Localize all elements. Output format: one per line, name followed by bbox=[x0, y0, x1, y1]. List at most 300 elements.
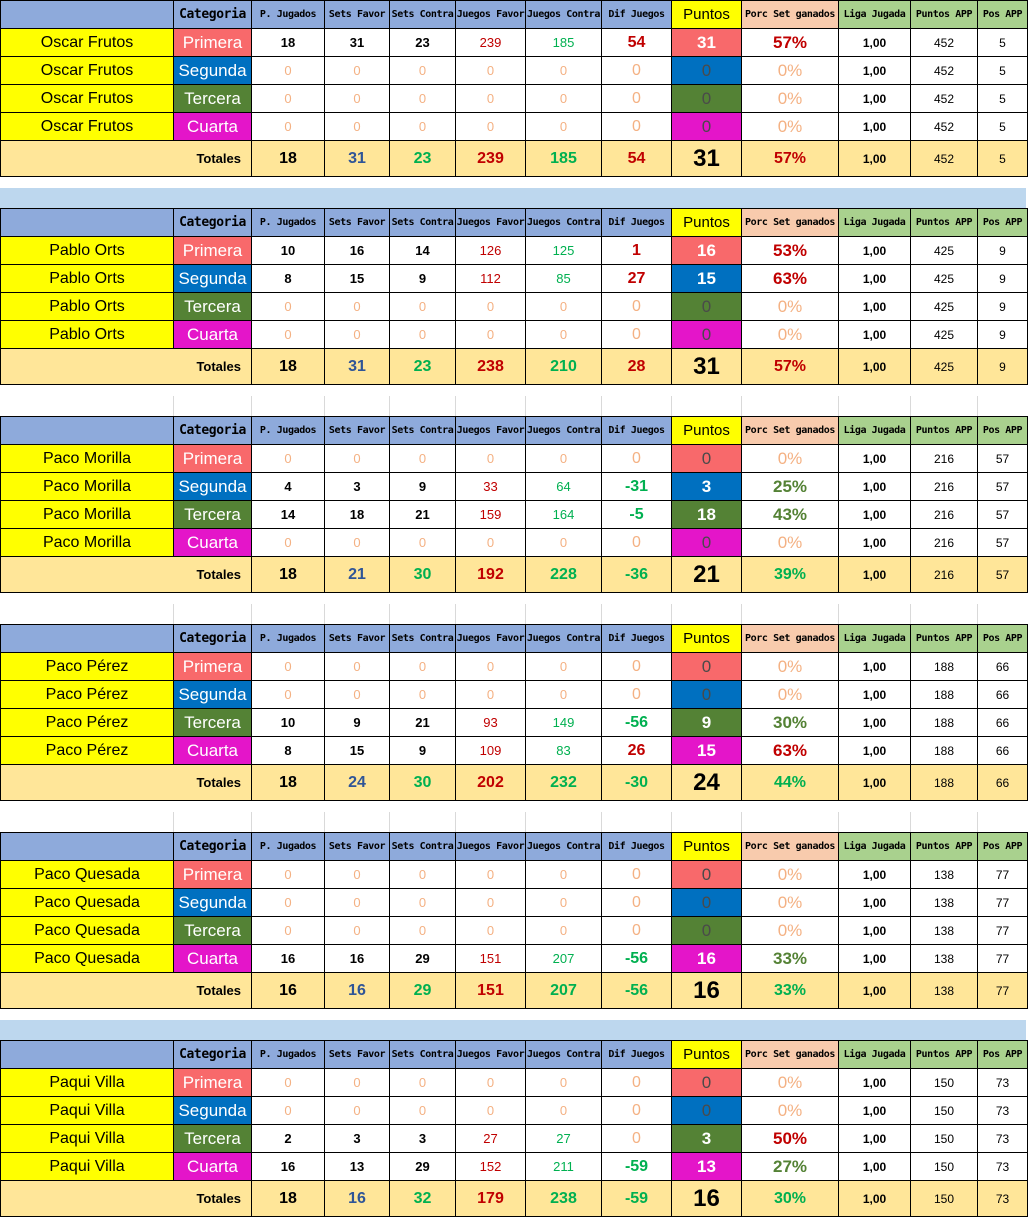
sets-contra-cell[interactable]: 0 bbox=[390, 85, 456, 113]
total-sets-favor[interactable]: 16 bbox=[325, 973, 390, 1009]
header-categoria[interactable]: Categoria bbox=[174, 209, 252, 237]
dif-juegos-cell[interactable]: 0 bbox=[602, 917, 672, 945]
player-name-cell[interactable]: Pablo Orts bbox=[1, 265, 174, 293]
total-p-jugados[interactable]: 18 bbox=[252, 349, 325, 385]
category-cell[interactable]: Segunda bbox=[174, 681, 252, 709]
header-p-jugados[interactable]: P. Jugados bbox=[252, 625, 325, 653]
pos-app-cell[interactable]: 66 bbox=[978, 709, 1028, 737]
juegos-contra-cell[interactable]: 0 bbox=[526, 861, 602, 889]
player-name-cell[interactable]: Paco Quesada bbox=[1, 945, 174, 973]
porc-set-ganados-cell[interactable]: 50% bbox=[742, 1125, 839, 1153]
porc-set-ganados-cell[interactable]: 0% bbox=[742, 653, 839, 681]
sets-contra-cell[interactable]: 0 bbox=[390, 529, 456, 557]
category-cell[interactable]: Tercera bbox=[174, 917, 252, 945]
total-sets-contra[interactable]: 30 bbox=[390, 765, 456, 801]
dif-juegos-cell[interactable]: 54 bbox=[602, 29, 672, 57]
liga-jugada-cell[interactable]: 1,00 bbox=[839, 945, 911, 973]
puntos-app-cell[interactable]: 425 bbox=[911, 321, 978, 349]
juegos-contra-cell[interactable]: 125 bbox=[526, 237, 602, 265]
juegos-contra-cell[interactable]: 0 bbox=[526, 529, 602, 557]
total-pos-app[interactable]: 9 bbox=[978, 349, 1028, 385]
dif-juegos-cell[interactable]: 0 bbox=[602, 529, 672, 557]
puntos-app-cell[interactable]: 452 bbox=[911, 57, 978, 85]
total-puntos[interactable]: 16 bbox=[672, 973, 742, 1009]
dif-juegos-cell[interactable]: 0 bbox=[602, 861, 672, 889]
category-cell[interactable]: Segunda bbox=[174, 1097, 252, 1125]
pos-app-cell[interactable]: 57 bbox=[978, 529, 1028, 557]
total-puntos-app[interactable]: 452 bbox=[911, 141, 978, 177]
sets-favor-cell[interactable]: 15 bbox=[325, 265, 390, 293]
header-blank-cell[interactable] bbox=[1, 833, 174, 861]
juegos-contra-cell[interactable]: 0 bbox=[526, 889, 602, 917]
sets-favor-cell[interactable]: 31 bbox=[325, 29, 390, 57]
total-pos-app[interactable]: 73 bbox=[978, 1181, 1028, 1217]
puntos-app-cell[interactable]: 150 bbox=[911, 1069, 978, 1097]
p-jugados-cell[interactable]: 0 bbox=[252, 861, 325, 889]
sets-contra-cell[interactable]: 0 bbox=[390, 917, 456, 945]
header-juegos-contra[interactable]: Juegos Contra bbox=[526, 1041, 602, 1069]
liga-jugada-cell[interactable]: 1,00 bbox=[839, 445, 911, 473]
category-cell[interactable]: Cuarta bbox=[174, 737, 252, 765]
p-jugados-cell[interactable]: 0 bbox=[252, 113, 325, 141]
player-name-cell[interactable]: Paco Pérez bbox=[1, 709, 174, 737]
pos-app-cell[interactable]: 77 bbox=[978, 889, 1028, 917]
total-liga-jugada[interactable]: 1,00 bbox=[839, 349, 911, 385]
porc-set-ganados-cell[interactable]: 63% bbox=[742, 737, 839, 765]
juegos-favor-cell[interactable]: 27 bbox=[456, 1125, 526, 1153]
puntos-app-cell[interactable]: 138 bbox=[911, 861, 978, 889]
juegos-contra-cell[interactable]: 149 bbox=[526, 709, 602, 737]
sets-favor-cell[interactable]: 0 bbox=[325, 293, 390, 321]
juegos-contra-cell[interactable]: 207 bbox=[526, 945, 602, 973]
header-pos-app[interactable]: Pos APP bbox=[978, 1041, 1028, 1069]
porc-set-ganados-cell[interactable]: 0% bbox=[742, 861, 839, 889]
liga-jugada-cell[interactable]: 1,00 bbox=[839, 237, 911, 265]
pos-app-cell[interactable]: 57 bbox=[978, 501, 1028, 529]
juegos-favor-cell[interactable]: 126 bbox=[456, 237, 526, 265]
total-puntos[interactable]: 31 bbox=[672, 349, 742, 385]
sets-favor-cell[interactable]: 13 bbox=[325, 1153, 390, 1181]
puntos-cell[interactable]: 0 bbox=[672, 889, 742, 917]
porc-set-ganados-cell[interactable]: 27% bbox=[742, 1153, 839, 1181]
pos-app-cell[interactable]: 73 bbox=[978, 1153, 1028, 1181]
total-p-jugados[interactable]: 18 bbox=[252, 141, 325, 177]
total-liga-jugada[interactable]: 1,00 bbox=[839, 557, 911, 593]
header-liga-jugada[interactable]: Liga Jugada bbox=[839, 625, 911, 653]
p-jugados-cell[interactable]: 0 bbox=[252, 1069, 325, 1097]
category-cell[interactable]: Primera bbox=[174, 29, 252, 57]
total-sets-favor[interactable]: 31 bbox=[325, 349, 390, 385]
header-sets-favor[interactable]: Sets Favor bbox=[325, 625, 390, 653]
liga-jugada-cell[interactable]: 1,00 bbox=[839, 917, 911, 945]
total-liga-jugada[interactable]: 1,00 bbox=[839, 765, 911, 801]
juegos-favor-cell[interactable]: 0 bbox=[456, 1069, 526, 1097]
p-jugados-cell[interactable]: 0 bbox=[252, 445, 325, 473]
liga-jugada-cell[interactable]: 1,00 bbox=[839, 501, 911, 529]
porc-set-ganados-cell[interactable]: 0% bbox=[742, 321, 839, 349]
juegos-contra-cell[interactable]: 0 bbox=[526, 445, 602, 473]
sets-contra-cell[interactable]: 0 bbox=[390, 681, 456, 709]
total-pos-app[interactable]: 77 bbox=[978, 973, 1028, 1009]
total-sets-favor[interactable]: 24 bbox=[325, 765, 390, 801]
juegos-contra-cell[interactable]: 211 bbox=[526, 1153, 602, 1181]
puntos-app-cell[interactable]: 216 bbox=[911, 501, 978, 529]
sets-contra-cell[interactable]: 3 bbox=[390, 1125, 456, 1153]
pos-app-cell[interactable]: 57 bbox=[978, 445, 1028, 473]
dif-juegos-cell[interactable]: 26 bbox=[602, 737, 672, 765]
puntos-cell[interactable]: 16 bbox=[672, 237, 742, 265]
total-p-jugados[interactable]: 16 bbox=[252, 973, 325, 1009]
category-cell[interactable]: Primera bbox=[174, 653, 252, 681]
liga-jugada-cell[interactable]: 1,00 bbox=[839, 265, 911, 293]
juegos-favor-cell[interactable]: 0 bbox=[456, 1097, 526, 1125]
player-name-cell[interactable]: Paco Morilla bbox=[1, 529, 174, 557]
header-blank-cell[interactable] bbox=[1, 417, 174, 445]
puntos-app-cell[interactable]: 138 bbox=[911, 917, 978, 945]
header-dif-juegos[interactable]: Dif Juegos bbox=[602, 417, 672, 445]
liga-jugada-cell[interactable]: 1,00 bbox=[839, 737, 911, 765]
juegos-favor-cell[interactable]: 109 bbox=[456, 737, 526, 765]
puntos-cell[interactable]: 15 bbox=[672, 265, 742, 293]
total-pos-app[interactable]: 5 bbox=[978, 141, 1028, 177]
porc-set-ganados-cell[interactable]: 43% bbox=[742, 501, 839, 529]
puntos-app-cell[interactable]: 452 bbox=[911, 113, 978, 141]
total-sets-contra[interactable]: 23 bbox=[390, 141, 456, 177]
pos-app-cell[interactable]: 57 bbox=[978, 473, 1028, 501]
sets-favor-cell[interactable]: 0 bbox=[325, 1097, 390, 1125]
header-juegos-favor[interactable]: Juegos Favor bbox=[456, 417, 526, 445]
sets-contra-cell[interactable]: 0 bbox=[390, 321, 456, 349]
total-liga-jugada[interactable]: 1,00 bbox=[839, 1181, 911, 1217]
juegos-favor-cell[interactable]: 159 bbox=[456, 501, 526, 529]
sets-contra-cell[interactable]: 23 bbox=[390, 29, 456, 57]
p-jugados-cell[interactable]: 0 bbox=[252, 653, 325, 681]
header-juegos-favor[interactable]: Juegos Favor bbox=[456, 1041, 526, 1069]
total-sets-favor[interactable]: 16 bbox=[325, 1181, 390, 1217]
pos-app-cell[interactable]: 5 bbox=[978, 57, 1028, 85]
category-cell[interactable]: Segunda bbox=[174, 889, 252, 917]
total-juegos-contra[interactable]: 238 bbox=[526, 1181, 602, 1217]
puntos-app-cell[interactable]: 188 bbox=[911, 709, 978, 737]
sets-favor-cell[interactable]: 16 bbox=[325, 945, 390, 973]
pos-app-cell[interactable]: 66 bbox=[978, 681, 1028, 709]
player-name-cell[interactable]: Oscar Frutos bbox=[1, 29, 174, 57]
sets-favor-cell[interactable]: 0 bbox=[325, 917, 390, 945]
pos-app-cell[interactable]: 9 bbox=[978, 265, 1028, 293]
juegos-contra-cell[interactable]: 0 bbox=[526, 57, 602, 85]
juegos-favor-cell[interactable]: 112 bbox=[456, 265, 526, 293]
puntos-cell[interactable]: 13 bbox=[672, 1153, 742, 1181]
porc-set-ganados-cell[interactable]: 0% bbox=[742, 889, 839, 917]
header-sets-contra[interactable]: Sets Contra bbox=[390, 209, 456, 237]
player-name-cell[interactable]: Paco Quesada bbox=[1, 861, 174, 889]
dif-juegos-cell[interactable]: 0 bbox=[602, 681, 672, 709]
liga-jugada-cell[interactable]: 1,00 bbox=[839, 85, 911, 113]
total-liga-jugada[interactable]: 1,00 bbox=[839, 973, 911, 1009]
header-dif-juegos[interactable]: Dif Juegos bbox=[602, 209, 672, 237]
total-dif-juegos[interactable]: -56 bbox=[602, 973, 672, 1009]
total-puntos-app[interactable]: 188 bbox=[911, 765, 978, 801]
header-porc-set-ganados[interactable]: Porc Set ganados bbox=[742, 209, 839, 237]
total-porc-set-ganados[interactable]: 33% bbox=[742, 973, 839, 1009]
header-juegos-contra[interactable]: Juegos Contra bbox=[526, 833, 602, 861]
puntos-cell[interactable]: 0 bbox=[672, 445, 742, 473]
total-juegos-contra[interactable]: 210 bbox=[526, 349, 602, 385]
sets-contra-cell[interactable]: 0 bbox=[390, 57, 456, 85]
header-puntos[interactable]: Puntos bbox=[672, 1041, 742, 1069]
dif-juegos-cell[interactable]: 0 bbox=[602, 293, 672, 321]
sets-contra-cell[interactable]: 0 bbox=[390, 293, 456, 321]
puntos-cell[interactable]: 0 bbox=[672, 653, 742, 681]
sets-favor-cell[interactable]: 0 bbox=[325, 861, 390, 889]
header-liga-jugada[interactable]: Liga Jugada bbox=[839, 417, 911, 445]
porc-set-ganados-cell[interactable]: 0% bbox=[742, 681, 839, 709]
sets-favor-cell[interactable]: 16 bbox=[325, 237, 390, 265]
juegos-favor-cell[interactable]: 0 bbox=[456, 653, 526, 681]
total-dif-juegos[interactable]: -59 bbox=[602, 1181, 672, 1217]
category-cell[interactable]: Primera bbox=[174, 445, 252, 473]
header-puntos-app[interactable]: Puntos APP bbox=[911, 417, 978, 445]
puntos-cell[interactable]: 0 bbox=[672, 917, 742, 945]
juegos-favor-cell[interactable]: 239 bbox=[456, 29, 526, 57]
sets-contra-cell[interactable]: 0 bbox=[390, 653, 456, 681]
p-jugados-cell[interactable]: 0 bbox=[252, 57, 325, 85]
header-pos-app[interactable]: Pos APP bbox=[978, 209, 1028, 237]
header-pos-app[interactable]: Pos APP bbox=[978, 833, 1028, 861]
category-cell[interactable]: Segunda bbox=[174, 473, 252, 501]
juegos-favor-cell[interactable]: 0 bbox=[456, 113, 526, 141]
puntos-cell[interactable]: 9 bbox=[672, 709, 742, 737]
player-name-cell[interactable]: Paqui Villa bbox=[1, 1125, 174, 1153]
dif-juegos-cell[interactable]: 0 bbox=[602, 653, 672, 681]
category-cell[interactable]: Cuarta bbox=[174, 321, 252, 349]
liga-jugada-cell[interactable]: 1,00 bbox=[839, 709, 911, 737]
puntos-cell[interactable]: 0 bbox=[672, 1097, 742, 1125]
header-categoria[interactable]: Categoria bbox=[174, 1041, 252, 1069]
category-cell[interactable]: Cuarta bbox=[174, 1153, 252, 1181]
juegos-favor-cell[interactable]: 0 bbox=[456, 445, 526, 473]
p-jugados-cell[interactable]: 0 bbox=[252, 529, 325, 557]
pos-app-cell[interactable]: 73 bbox=[978, 1097, 1028, 1125]
category-cell[interactable]: Tercera bbox=[174, 1125, 252, 1153]
category-cell[interactable]: Primera bbox=[174, 1069, 252, 1097]
sets-contra-cell[interactable]: 0 bbox=[390, 889, 456, 917]
puntos-app-cell[interactable]: 188 bbox=[911, 653, 978, 681]
pos-app-cell[interactable]: 66 bbox=[978, 653, 1028, 681]
juegos-contra-cell[interactable]: 0 bbox=[526, 653, 602, 681]
header-juegos-contra[interactable]: Juegos Contra bbox=[526, 1, 602, 29]
header-dif-juegos[interactable]: Dif Juegos bbox=[602, 1041, 672, 1069]
header-sets-favor[interactable]: Sets Favor bbox=[325, 417, 390, 445]
puntos-app-cell[interactable]: 452 bbox=[911, 29, 978, 57]
dif-juegos-cell[interactable]: 0 bbox=[602, 57, 672, 85]
juegos-favor-cell[interactable]: 0 bbox=[456, 889, 526, 917]
sets-favor-cell[interactable]: 0 bbox=[325, 321, 390, 349]
sets-contra-cell[interactable]: 21 bbox=[390, 709, 456, 737]
juegos-favor-cell[interactable]: 0 bbox=[456, 681, 526, 709]
total-puntos[interactable]: 21 bbox=[672, 557, 742, 593]
header-categoria[interactable]: Categoria bbox=[174, 833, 252, 861]
juegos-contra-cell[interactable]: 0 bbox=[526, 321, 602, 349]
porc-set-ganados-cell[interactable]: 53% bbox=[742, 237, 839, 265]
total-puntos-app[interactable]: 425 bbox=[911, 349, 978, 385]
porc-set-ganados-cell[interactable]: 33% bbox=[742, 945, 839, 973]
sets-contra-cell[interactable]: 29 bbox=[390, 945, 456, 973]
p-jugados-cell[interactable]: 16 bbox=[252, 1153, 325, 1181]
p-jugados-cell[interactable]: 16 bbox=[252, 945, 325, 973]
juegos-favor-cell[interactable]: 93 bbox=[456, 709, 526, 737]
p-jugados-cell[interactable]: 0 bbox=[252, 1097, 325, 1125]
header-dif-juegos[interactable]: Dif Juegos bbox=[602, 1, 672, 29]
sets-favor-cell[interactable]: 0 bbox=[325, 113, 390, 141]
pos-app-cell[interactable]: 77 bbox=[978, 861, 1028, 889]
dif-juegos-cell[interactable]: 0 bbox=[602, 1125, 672, 1153]
p-jugados-cell[interactable]: 0 bbox=[252, 917, 325, 945]
juegos-favor-cell[interactable]: 0 bbox=[456, 85, 526, 113]
header-puntos[interactable]: Puntos bbox=[672, 625, 742, 653]
player-name-cell[interactable]: Paqui Villa bbox=[1, 1153, 174, 1181]
total-juegos-favor[interactable]: 239 bbox=[456, 141, 526, 177]
porc-set-ganados-cell[interactable]: 0% bbox=[742, 57, 839, 85]
puntos-cell[interactable]: 0 bbox=[672, 113, 742, 141]
category-cell[interactable]: Tercera bbox=[174, 501, 252, 529]
header-juegos-contra[interactable]: Juegos Contra bbox=[526, 625, 602, 653]
juegos-contra-cell[interactable]: 164 bbox=[526, 501, 602, 529]
player-name-cell[interactable]: Paco Quesada bbox=[1, 889, 174, 917]
category-cell[interactable]: Cuarta bbox=[174, 113, 252, 141]
p-jugados-cell[interactable]: 14 bbox=[252, 501, 325, 529]
total-p-jugados[interactable]: 18 bbox=[252, 1181, 325, 1217]
sets-contra-cell[interactable]: 0 bbox=[390, 113, 456, 141]
total-pos-app[interactable]: 66 bbox=[978, 765, 1028, 801]
header-p-jugados[interactable]: P. Jugados bbox=[252, 833, 325, 861]
pos-app-cell[interactable]: 5 bbox=[978, 85, 1028, 113]
pos-app-cell[interactable]: 77 bbox=[978, 945, 1028, 973]
category-cell[interactable]: Primera bbox=[174, 237, 252, 265]
total-juegos-favor[interactable]: 179 bbox=[456, 1181, 526, 1217]
sets-contra-cell[interactable]: 0 bbox=[390, 1097, 456, 1125]
sets-contra-cell[interactable]: 0 bbox=[390, 445, 456, 473]
category-cell[interactable]: Segunda bbox=[174, 57, 252, 85]
liga-jugada-cell[interactable]: 1,00 bbox=[839, 681, 911, 709]
header-porc-set-ganados[interactable]: Porc Set ganados bbox=[742, 417, 839, 445]
sets-favor-cell[interactable]: 0 bbox=[325, 529, 390, 557]
juegos-contra-cell[interactable]: 0 bbox=[526, 85, 602, 113]
total-juegos-favor[interactable]: 192 bbox=[456, 557, 526, 593]
total-juegos-favor[interactable]: 151 bbox=[456, 973, 526, 1009]
header-liga-jugada[interactable]: Liga Jugada bbox=[839, 209, 911, 237]
juegos-contra-cell[interactable]: 185 bbox=[526, 29, 602, 57]
puntos-app-cell[interactable]: 425 bbox=[911, 265, 978, 293]
total-porc-set-ganados[interactable]: 30% bbox=[742, 1181, 839, 1217]
sets-contra-cell[interactable]: 9 bbox=[390, 737, 456, 765]
total-liga-jugada[interactable]: 1,00 bbox=[839, 141, 911, 177]
juegos-favor-cell[interactable]: 0 bbox=[456, 861, 526, 889]
header-dif-juegos[interactable]: Dif Juegos bbox=[602, 625, 672, 653]
puntos-cell[interactable]: 0 bbox=[672, 321, 742, 349]
liga-jugada-cell[interactable]: 1,00 bbox=[839, 889, 911, 917]
total-porc-set-ganados[interactable]: 57% bbox=[742, 349, 839, 385]
header-porc-set-ganados[interactable]: Porc Set ganados bbox=[742, 1041, 839, 1069]
juegos-favor-cell[interactable]: 0 bbox=[456, 57, 526, 85]
category-cell[interactable]: Tercera bbox=[174, 709, 252, 737]
puntos-cell[interactable]: 0 bbox=[672, 529, 742, 557]
puntos-app-cell[interactable]: 188 bbox=[911, 681, 978, 709]
total-puntos-app[interactable]: 150 bbox=[911, 1181, 978, 1217]
porc-set-ganados-cell[interactable]: 57% bbox=[742, 29, 839, 57]
header-p-jugados[interactable]: P. Jugados bbox=[252, 417, 325, 445]
sets-favor-cell[interactable]: 0 bbox=[325, 57, 390, 85]
header-p-jugados[interactable]: P. Jugados bbox=[252, 209, 325, 237]
category-cell[interactable]: Cuarta bbox=[174, 945, 252, 973]
sets-contra-cell[interactable]: 0 bbox=[390, 861, 456, 889]
p-jugados-cell[interactable]: 0 bbox=[252, 293, 325, 321]
liga-jugada-cell[interactable]: 1,00 bbox=[839, 1153, 911, 1181]
puntos-app-cell[interactable]: 216 bbox=[911, 473, 978, 501]
header-juegos-favor[interactable]: Juegos Favor bbox=[456, 1, 526, 29]
player-name-cell[interactable]: Pablo Orts bbox=[1, 237, 174, 265]
pos-app-cell[interactable]: 66 bbox=[978, 737, 1028, 765]
sets-contra-cell[interactable]: 0 bbox=[390, 1069, 456, 1097]
total-dif-juegos[interactable]: 28 bbox=[602, 349, 672, 385]
header-blank-cell[interactable] bbox=[1, 1041, 174, 1069]
liga-jugada-cell[interactable]: 1,00 bbox=[839, 529, 911, 557]
juegos-favor-cell[interactable]: 0 bbox=[456, 917, 526, 945]
juegos-contra-cell[interactable]: 85 bbox=[526, 265, 602, 293]
total-sets-favor[interactable]: 21 bbox=[325, 557, 390, 593]
total-juegos-contra[interactable]: 228 bbox=[526, 557, 602, 593]
header-categoria[interactable]: Categoria bbox=[174, 625, 252, 653]
pos-app-cell[interactable]: 9 bbox=[978, 321, 1028, 349]
dif-juegos-cell[interactable]: 0 bbox=[602, 321, 672, 349]
total-juegos-favor[interactable]: 202 bbox=[456, 765, 526, 801]
p-jugados-cell[interactable]: 10 bbox=[252, 709, 325, 737]
puntos-app-cell[interactable]: 138 bbox=[911, 889, 978, 917]
player-name-cell[interactable]: Paqui Villa bbox=[1, 1069, 174, 1097]
header-sets-contra[interactable]: Sets Contra bbox=[390, 417, 456, 445]
header-sets-contra[interactable]: Sets Contra bbox=[390, 625, 456, 653]
header-puntos[interactable]: Puntos bbox=[672, 1, 742, 29]
p-jugados-cell[interactable]: 18 bbox=[252, 29, 325, 57]
porc-set-ganados-cell[interactable]: 0% bbox=[742, 1069, 839, 1097]
sets-favor-cell[interactable]: 0 bbox=[325, 1069, 390, 1097]
liga-jugada-cell[interactable]: 1,00 bbox=[839, 321, 911, 349]
dif-juegos-cell[interactable]: 0 bbox=[602, 113, 672, 141]
juegos-favor-cell[interactable]: 0 bbox=[456, 529, 526, 557]
total-puntos[interactable]: 16 bbox=[672, 1181, 742, 1217]
p-jugados-cell[interactable]: 0 bbox=[252, 85, 325, 113]
total-dif-juegos[interactable]: -36 bbox=[602, 557, 672, 593]
sets-contra-cell[interactable]: 21 bbox=[390, 501, 456, 529]
dif-juegos-cell[interactable]: 0 bbox=[602, 445, 672, 473]
total-p-jugados[interactable]: 18 bbox=[252, 557, 325, 593]
header-p-jugados[interactable]: P. Jugados bbox=[252, 1, 325, 29]
pos-app-cell[interactable]: 73 bbox=[978, 1069, 1028, 1097]
category-cell[interactable]: Cuarta bbox=[174, 529, 252, 557]
puntos-app-cell[interactable]: 188 bbox=[911, 737, 978, 765]
liga-jugada-cell[interactable]: 1,00 bbox=[839, 29, 911, 57]
total-puntos[interactable]: 24 bbox=[672, 765, 742, 801]
puntos-cell[interactable]: 16 bbox=[672, 945, 742, 973]
liga-jugada-cell[interactable]: 1,00 bbox=[839, 653, 911, 681]
category-cell[interactable]: Segunda bbox=[174, 265, 252, 293]
header-sets-contra[interactable]: Sets Contra bbox=[390, 1041, 456, 1069]
dif-juegos-cell[interactable]: -56 bbox=[602, 945, 672, 973]
total-porc-set-ganados[interactable]: 39% bbox=[742, 557, 839, 593]
sets-contra-cell[interactable]: 9 bbox=[390, 265, 456, 293]
porc-set-ganados-cell[interactable]: 0% bbox=[742, 917, 839, 945]
header-puntos-app[interactable]: Puntos APP bbox=[911, 625, 978, 653]
